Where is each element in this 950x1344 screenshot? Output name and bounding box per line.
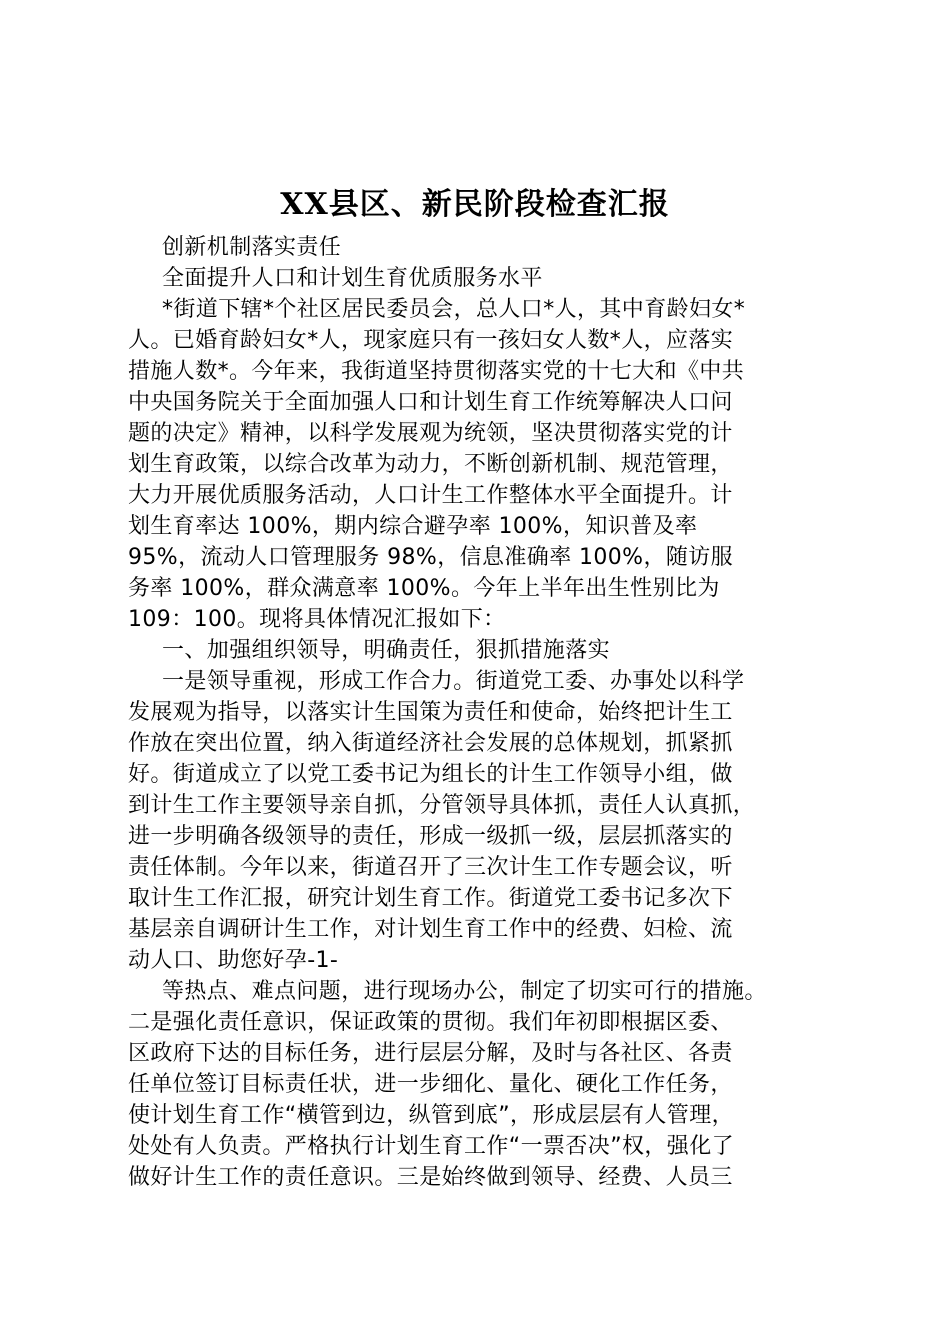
paragraph-line: 109：100。现将具体情况汇报如下： xyxy=(128,607,506,632)
paragraph-line: 划生育政策，以综合改革为动力，不断创新机制、规范管理， xyxy=(128,452,733,477)
paragraph-line: 划生育率达 100%，期内综合避孕率 100%，知识普及率 xyxy=(128,514,698,539)
paragraph-line: 取计生工作汇报，研究计划生育工作。街道党工委书记多次下 xyxy=(128,886,733,911)
paragraph-line: 发展观为指导，以落实计生国策为责任和使命，始终把计生工 xyxy=(128,700,733,725)
subtitle-line: 全面提升人口和计划生育优质服务水平 xyxy=(162,266,543,291)
paragraph-line: 到计生工作主要领导亲自抓，分管领导具体抓，责任人认真抓， xyxy=(128,793,756,818)
paragraph-line: 中央国务院关于全面加强人口和计划生育工作统筹解决人口问 xyxy=(128,390,733,415)
paragraph-line: 区政府下达的目标任务，进行层层分解，及时与各社区、各责 xyxy=(128,1041,733,1066)
paragraph-line: 任单位签订目标责任状，进一步细化、量化、硬化工作任务， xyxy=(128,1072,733,1097)
paragraph-line: 等热点、难点问题，进行现场办公，制定了切实可行的措施。 xyxy=(162,979,767,1004)
paragraph-line: 题的决定》精神，以科学发展观为统领，坚决贯彻落实党的计 xyxy=(128,421,733,446)
subtitle-line: 创新机制落实责任 xyxy=(162,235,342,260)
paragraph-line: 进一步明确各级领导的责任，形成一级抓一级，层层抓落实的 xyxy=(128,824,733,849)
paragraph-line: 大力开展优质服务活动，人口计生工作整体水平全面提升。计 xyxy=(128,483,733,508)
paragraph-line: 基层亲自调研计生工作，对计划生育工作中的经费、妇检、流 xyxy=(128,917,733,942)
paragraph-line: 一是领导重视，形成工作合力。街道党工委、办事处以科学 xyxy=(162,669,745,694)
paragraph-line: *街道下辖*个社区居民委员会，总人口*人，其中育龄妇女* xyxy=(162,297,746,322)
paragraph-line: 好。街道成立了以党工委书记为组长的计生工作领导小组，做 xyxy=(128,762,733,787)
document-title: XX县区、新民阶段检查汇报 xyxy=(280,187,670,222)
paragraph-line: 人。已婚育龄妇女*人，现家庭只有一孩妇女人数*人，应落实 xyxy=(128,328,734,353)
paragraph-line: 处处有人负责。严格执行计划生育工作“一票否决”权，强化了 xyxy=(128,1134,734,1159)
paragraph-line: 95%，流动人口管理服务 98%，信息准确率 100%，随访服 xyxy=(128,545,734,570)
paragraph-line: 措施人数*。今年来，我街道坚持贯彻落实党的十七大和《中共 xyxy=(128,359,745,384)
paragraph-line: 作放在突出位置，纳入街道经济社会发展的总体规划，抓紧抓 xyxy=(128,731,733,756)
paragraph-line: 做好计生工作的责任意识。三是始终做到领导、经费、人员三 xyxy=(128,1165,733,1190)
paragraph-line: 务率 100%，群众满意率 100%。今年上半年出生性别比为 xyxy=(128,576,720,601)
paragraph-line: 使计划生育工作“横管到边，纵管到底”，形成层层有人管理， xyxy=(128,1103,734,1128)
paragraph-line: 责任体制。今年以来，街道召开了三次计生工作专题会议，听 xyxy=(128,855,733,880)
document-body xyxy=(128,232,848,1193)
section-heading: 一、加强组织领导，明确责任，狠抓措施落实 xyxy=(162,638,611,663)
paragraph-line: 二是强化责任意识，保证政策的贯彻。我们年初即根据区委、 xyxy=(128,1010,733,1035)
paragraph-line: 动人口、助您好孕-1- xyxy=(128,948,339,973)
